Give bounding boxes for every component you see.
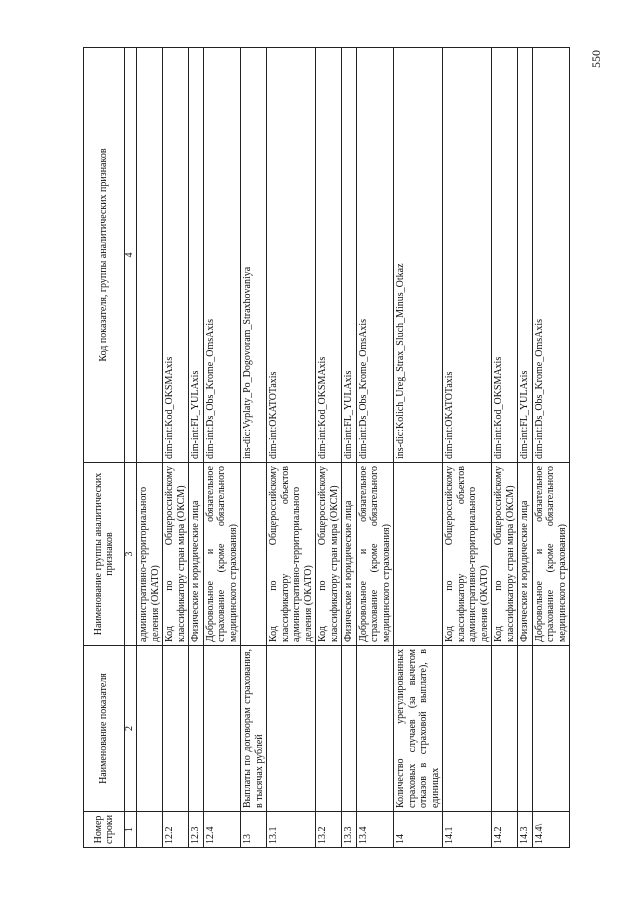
column-number: 1 [125, 812, 137, 848]
column-number-row [125, 48, 137, 848]
header-row-number: Номер строки [84, 812, 125, 848]
rotated-page [83, 48, 579, 848]
group-name [241, 463, 267, 646]
indicator-code: ins-dic:Vyplaty_Po_Dogovoram_Straxhovaniya [241, 48, 267, 463]
group-name [394, 463, 443, 646]
group-name: Код по Общероссийскому классификатору объектов административно-территориального деления (ОКАТО) [443, 463, 492, 646]
column-number: 4 [125, 48, 137, 463]
row-number: 13.1 [267, 812, 316, 848]
group-name: административно-территориального деления (ОКАТО) [137, 463, 163, 646]
table-row [443, 48, 492, 848]
group-name: Добровольное и обязательное страхование (кроме обязательного медицинского страхования) [532, 463, 570, 646]
table-row [518, 48, 533, 848]
table-row [241, 48, 267, 848]
page-number: 550 [589, 50, 603, 68]
group-name: Добровольное и обязательное страхование (кроме обязательного медицинского страхования) [356, 463, 394, 646]
indicator-code: ins-dic:Kolich_Ureg_Strax_Sluch_Minus_Otkaz [394, 48, 443, 463]
header-group-code: Код показателя, группы аналитических признаков [84, 48, 125, 463]
header-indicator-name: Наименование показателя [84, 646, 125, 812]
row-number: 14 [394, 812, 443, 848]
indicator-code: dim-int:FL_YULAxis [342, 48, 357, 463]
table-header-row [84, 48, 125, 848]
table-row [203, 48, 241, 848]
table-row [316, 48, 342, 848]
group-name: Физические и юридические лица [189, 463, 204, 646]
row-number: 14.2 [492, 812, 518, 848]
indicator-name [163, 646, 189, 812]
table-row [137, 48, 163, 848]
row-number: 13.4 [356, 812, 394, 848]
indicator-name [137, 646, 163, 812]
indicator-code: dim-int:Kod_OKSMAxis [163, 48, 189, 463]
indicator-code: dim-int:Ds_Obs_Krome_OmsAxis [532, 48, 570, 463]
row-number [137, 812, 163, 848]
indicator-code [137, 48, 163, 463]
indicator-name [443, 646, 492, 812]
table-row [163, 48, 189, 848]
indicator-code: dim-int:Kod_OKSMAxis [492, 48, 518, 463]
indicator-name [342, 646, 357, 812]
indicator-code: dim-int:OKATOTaxis [267, 48, 316, 463]
indicator-name [316, 646, 342, 812]
group-name: Код по Общероссийскому классификатору стран мира (ОКСМ) [316, 463, 342, 646]
group-name: Код по Общероссийскому классификатору стран мира (ОКСМ) [492, 463, 518, 646]
indicator-name [518, 646, 533, 812]
group-name: Код по Общероссийскому классификатору стран мира (ОКСМ) [163, 463, 189, 646]
row-number: 12.4 [203, 812, 241, 848]
indicator-name [203, 646, 241, 812]
group-name: Код по Общероссийскому классификатору объектов административно-территориального деления (ОКАТО) [267, 463, 316, 646]
indicator-name: Количество урегулированных страховых случаев (за вычетом отказов в страховой выплате), в единицах [394, 646, 443, 812]
row-number: 13.3 [342, 812, 357, 848]
indicator-code: dim-int:Ds_Obs_Krome_OmsAxis [203, 48, 241, 463]
indicator-name [356, 646, 394, 812]
indicator-name [267, 646, 316, 812]
group-name: Физические и юридические лица [342, 463, 357, 646]
indicator-code: dim-int:Kod_OKSMAxis [316, 48, 342, 463]
header-group-name: Наименование группы аналитических признаков [84, 463, 125, 646]
indicator-name [532, 646, 570, 812]
indicator-code: dim-int:Ds_Obs_Krome_OmsAxis [356, 48, 394, 463]
column-number: 2 [125, 646, 137, 812]
table-row [189, 48, 204, 848]
column-number: 3 [125, 463, 137, 646]
table-row [394, 48, 443, 848]
table-row [342, 48, 357, 848]
indicator-name [189, 646, 204, 812]
row-number: 12.3 [189, 812, 204, 848]
table-row [356, 48, 394, 848]
indicator-code: dim-int:OKATOTaxis [443, 48, 492, 463]
row-number: 14.3 [518, 812, 533, 848]
indicator-code: dim-int:FL_YULAxis [189, 48, 204, 463]
group-name: Добровольное и обязательное страхование (кроме обязательного медицинского страхования) [203, 463, 241, 646]
indicator-name [492, 646, 518, 812]
group-name: Физические и юридические лица [518, 463, 533, 646]
row-number: 13 [241, 812, 267, 848]
indicator-table [83, 47, 570, 848]
row-number: 14.1 [443, 812, 492, 848]
row-number: 12.2 [163, 812, 189, 848]
table-row [267, 48, 316, 848]
row-number: 14.4\ [532, 812, 570, 848]
table-row [492, 48, 518, 848]
row-number: 13.2 [316, 812, 342, 848]
indicator-name: Выплаты по договорам страхования, в тысячах рублей [241, 646, 267, 812]
indicator-code: dim-int:FL_YULAxis [518, 48, 533, 463]
table-row [532, 48, 570, 848]
